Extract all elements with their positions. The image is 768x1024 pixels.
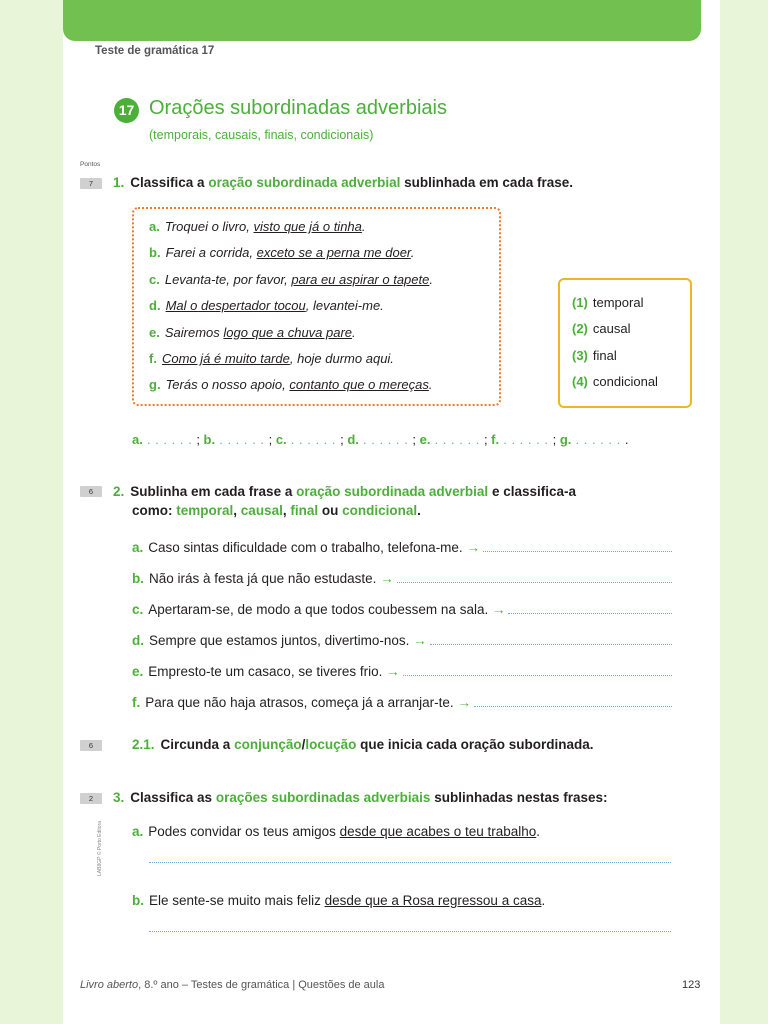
q2-prompt-line2: como: temporal, causal, final ou condicional. bbox=[132, 503, 421, 518]
q2-item-text[interactable]: Sempre que estamos juntos, divertimo-nos. bbox=[149, 633, 410, 648]
q2-prompt-line1 bbox=[113, 484, 576, 499]
footer-book-title: Livro aberto bbox=[80, 979, 139, 991]
q1-item-underlined-clause: contanto que o mereças bbox=[289, 377, 429, 393]
q2-item-text[interactable]: Caso sintas dificuldade com o trabalho, telefona-me. bbox=[148, 540, 463, 555]
answer-separator: ; bbox=[340, 432, 348, 447]
q2-line2-a: como: bbox=[132, 503, 173, 518]
q3-item-text-end: . bbox=[541, 893, 546, 908]
test-label: Teste de gramática 17 bbox=[95, 45, 215, 57]
answer-separator: ; bbox=[483, 432, 492, 447]
q2-line1-a: Sublinha em cada frase a bbox=[130, 484, 293, 499]
q1-sentence-item bbox=[149, 351, 394, 366]
answer-blank[interactable]: . . . . . . bbox=[286, 432, 341, 447]
q2-line1-green: oração subordinada adverbial bbox=[296, 484, 489, 499]
q1-item-letter: d. bbox=[149, 298, 161, 314]
q1-item-letter: f. bbox=[149, 351, 157, 366]
q2-sentence-item bbox=[132, 695, 672, 710]
q3-answer-line[interactable] bbox=[149, 931, 671, 932]
classification-key-label: temporal bbox=[592, 295, 644, 310]
q3-item-text: Podes convidar os teus amigos bbox=[148, 824, 340, 839]
q2-points-badge: 6 bbox=[80, 486, 102, 497]
answer-separator: ; bbox=[268, 432, 276, 447]
q3-item-text-end: . bbox=[536, 824, 541, 839]
section-number-badge: 17 bbox=[114, 98, 139, 123]
answer-blank[interactable]: . . . . . . bbox=[358, 432, 413, 447]
q2-answer-blank[interactable] bbox=[483, 551, 672, 552]
answer-letter: c. bbox=[275, 432, 287, 447]
q3-item-underlined-clause: desde que a Rosa regressou a casa bbox=[324, 893, 542, 908]
q1-item-text-end: . bbox=[429, 271, 433, 287]
q1-item-letter: a. bbox=[149, 219, 160, 234]
q1-item-text: Troquei o livro, bbox=[164, 219, 254, 234]
q2-option-temporal: temporal bbox=[176, 503, 234, 518]
q1-item-text-end: , levantei-me. bbox=[305, 298, 384, 314]
header-bar bbox=[63, 0, 701, 41]
q2-item-text[interactable]: Não irás à festa já que não estudaste. bbox=[149, 571, 377, 586]
q3-item-letter: a. bbox=[132, 824, 144, 839]
footer-book-info bbox=[80, 979, 384, 991]
q1-item-letter: c. bbox=[149, 271, 160, 287]
q2-item-letter: d. bbox=[132, 633, 144, 648]
q2-answer-blank[interactable] bbox=[397, 582, 672, 583]
q1-sentence-item bbox=[149, 272, 433, 287]
q1-item-underlined-clause: Como já é muito tarde bbox=[161, 351, 290, 366]
q1-item-text-end: . bbox=[361, 219, 366, 234]
classification-key-number: (3) bbox=[572, 347, 588, 363]
q21-points-badge: 6 bbox=[80, 740, 102, 751]
q1-item-letter: e. bbox=[149, 324, 160, 340]
q1-item-underlined-clause: para eu aspirar o tapete bbox=[291, 271, 430, 287]
answer-separator: ; bbox=[412, 432, 420, 447]
q1-sentence-item bbox=[149, 298, 384, 313]
answer-letter: e. bbox=[419, 432, 431, 447]
q2-sentence-item bbox=[132, 664, 672, 679]
classification-key-label: condicional bbox=[592, 374, 658, 390]
q1-text-green: oração subordinada adverbial bbox=[208, 175, 401, 190]
q1-item-text-end: . bbox=[428, 377, 433, 393]
q1-item-text: Levanta-te, por favor, bbox=[164, 271, 292, 287]
page-subtitle: (temporais, causais, finais, condicionais) bbox=[149, 128, 374, 142]
q1-item-text-end: . bbox=[352, 324, 356, 340]
q1-item-letter: g. bbox=[149, 377, 161, 393]
page-number: 123 bbox=[682, 979, 701, 991]
classification-key-item bbox=[572, 321, 630, 336]
q1-prompt bbox=[113, 175, 573, 190]
classification-key-number: (4) bbox=[572, 374, 588, 390]
answer-letter: f. bbox=[491, 432, 500, 447]
q3-points-badge: 2 bbox=[80, 793, 102, 804]
q1-item-text: Farei a corrida, bbox=[165, 245, 257, 261]
answer-blank[interactable]: . . . . . . bbox=[430, 432, 484, 447]
classification-key-label: causal bbox=[592, 321, 631, 337]
answer-separator: ; bbox=[196, 432, 204, 447]
q1-item-text: Sairemos bbox=[164, 324, 224, 340]
q21-green-conjuncao: conjunção bbox=[234, 737, 302, 752]
arrow-right-icon: → bbox=[376, 571, 394, 586]
answer-blank[interactable]: . . . . . . bbox=[215, 432, 269, 447]
q2-item-letter: c. bbox=[132, 602, 144, 617]
q1-answer-line[interactable] bbox=[132, 432, 628, 447]
page-title: Orações subordinadas adverbiais bbox=[149, 97, 447, 119]
answer-letter: b. bbox=[203, 432, 216, 447]
q1-sentence-item bbox=[149, 325, 356, 340]
q2-item-letter: a. bbox=[132, 540, 144, 555]
classification-key-item bbox=[572, 374, 658, 389]
q3-prompt bbox=[113, 790, 608, 805]
answer-separator: ; bbox=[552, 432, 560, 447]
q21-text-a: Circunda a bbox=[160, 737, 231, 752]
q3-text-b: sublinhadas nestas frases: bbox=[434, 790, 608, 805]
answer-letter: d. bbox=[347, 432, 359, 447]
q2-sentence-item bbox=[132, 633, 672, 648]
q2-answer-blank[interactable] bbox=[474, 706, 672, 707]
q1-sentence-item bbox=[149, 245, 414, 260]
q1-item-underlined-clause: logo que a chuva pare bbox=[223, 324, 353, 340]
q3-text-a: Classifica as bbox=[130, 790, 213, 805]
q2-item-letter: b. bbox=[132, 571, 144, 586]
classification-key-item bbox=[572, 348, 617, 363]
q3-item-underlined-clause: desde que acabes o teu trabalho bbox=[339, 824, 537, 839]
answer-blank[interactable]: . . . . . . bbox=[142, 432, 197, 447]
q3-text-green: orações subordinadas adverbiais bbox=[215, 790, 431, 805]
q1-item-text: Terás o nosso apoio, bbox=[165, 377, 290, 393]
q1-item-text-end: . bbox=[410, 245, 415, 261]
q2-option-condicional: condicional bbox=[342, 503, 418, 518]
answer-letter: a. bbox=[132, 432, 143, 447]
q21-text-b: que inicia cada oração subordinada. bbox=[360, 737, 594, 752]
q1-item-underlined-clause: exceto se a perna me doer bbox=[256, 245, 411, 261]
q2-item-letter: e. bbox=[132, 664, 144, 679]
q1-item-letter: b. bbox=[149, 245, 161, 261]
classification-key-label: final bbox=[592, 347, 617, 363]
q21-slash: / bbox=[301, 737, 306, 752]
q3-item-text: Ele sente-se muito mais feliz bbox=[149, 893, 325, 908]
arrow-right-icon: → bbox=[488, 602, 506, 617]
answer-blank[interactable]: . . . . . . bbox=[571, 432, 625, 447]
q21-green-locucao: locução bbox=[305, 737, 357, 752]
q1-number: 1. bbox=[113, 175, 125, 190]
classification-key-item bbox=[572, 295, 643, 310]
classification-key-number: (1) bbox=[572, 295, 588, 310]
footer-book-rest: , 8.º ano – Testes de gramática | Questões de aula bbox=[138, 979, 385, 991]
q2-item-letter: f. bbox=[132, 695, 141, 710]
copyright-side-note: LAB8GP © Porto Editora bbox=[97, 820, 103, 876]
answer-blank[interactable]: . . . . . . bbox=[499, 432, 553, 447]
arrow-right-icon: → bbox=[409, 633, 427, 648]
arrow-right-icon: → bbox=[382, 664, 400, 679]
q3-item-letter: b. bbox=[132, 893, 144, 908]
q2-or: ou bbox=[321, 503, 339, 518]
arrow-right-icon: → bbox=[462, 540, 480, 555]
q2-answer-blank[interactable] bbox=[430, 644, 672, 645]
q21-prompt bbox=[132, 737, 593, 752]
q2-item-text[interactable]: Para que não haja atrasos, começa já a arranjar-te. bbox=[145, 695, 454, 710]
q2-item-text[interactable]: Empresto-te um casaco, se tiveres frio. bbox=[148, 664, 383, 679]
q1-sentence-item bbox=[149, 377, 433, 392]
q3-sentence-item bbox=[132, 893, 545, 908]
q2-sentence-item bbox=[132, 602, 672, 617]
points-heading: Pontos bbox=[80, 161, 101, 168]
q2-sentence-item bbox=[132, 571, 672, 586]
q2-answer-blank[interactable] bbox=[403, 675, 672, 676]
q2-option-final: final bbox=[290, 503, 319, 518]
q2-option-causal: causal bbox=[240, 503, 283, 518]
q2-line1-b: e classifica-a bbox=[491, 484, 576, 499]
q1-item-underlined-clause: Mal o despertador tocou bbox=[165, 298, 306, 314]
q1-item-text-end: , hoje durmo aqui. bbox=[289, 351, 394, 366]
q1-points-badge: 7 bbox=[80, 178, 102, 189]
answer-letter: g. bbox=[559, 432, 572, 447]
classification-key-number: (2) bbox=[572, 321, 588, 337]
q2-sentence-item bbox=[132, 540, 672, 555]
q1-text-b: sublinhada em cada frase. bbox=[404, 175, 573, 190]
q3-sentence-item bbox=[132, 824, 540, 839]
q2-item-text[interactable]: Apertaram-se, de modo a que todos coubessem na sala. bbox=[148, 602, 489, 617]
answer-end: . bbox=[624, 432, 629, 447]
q3-answer-line[interactable] bbox=[149, 862, 671, 863]
q1-text-a: Classifica a bbox=[130, 175, 205, 190]
q3-number: 3. bbox=[113, 790, 125, 805]
q2-answer-blank[interactable] bbox=[508, 613, 672, 614]
q1-item-underlined-clause: visto que já o tinha bbox=[253, 219, 362, 234]
q1-sentence-item bbox=[149, 219, 366, 234]
q21-number: 2.1. bbox=[132, 737, 155, 752]
arrow-right-icon: → bbox=[453, 695, 471, 710]
q2-number: 2. bbox=[113, 484, 125, 499]
worksheet-page bbox=[63, 0, 720, 1024]
